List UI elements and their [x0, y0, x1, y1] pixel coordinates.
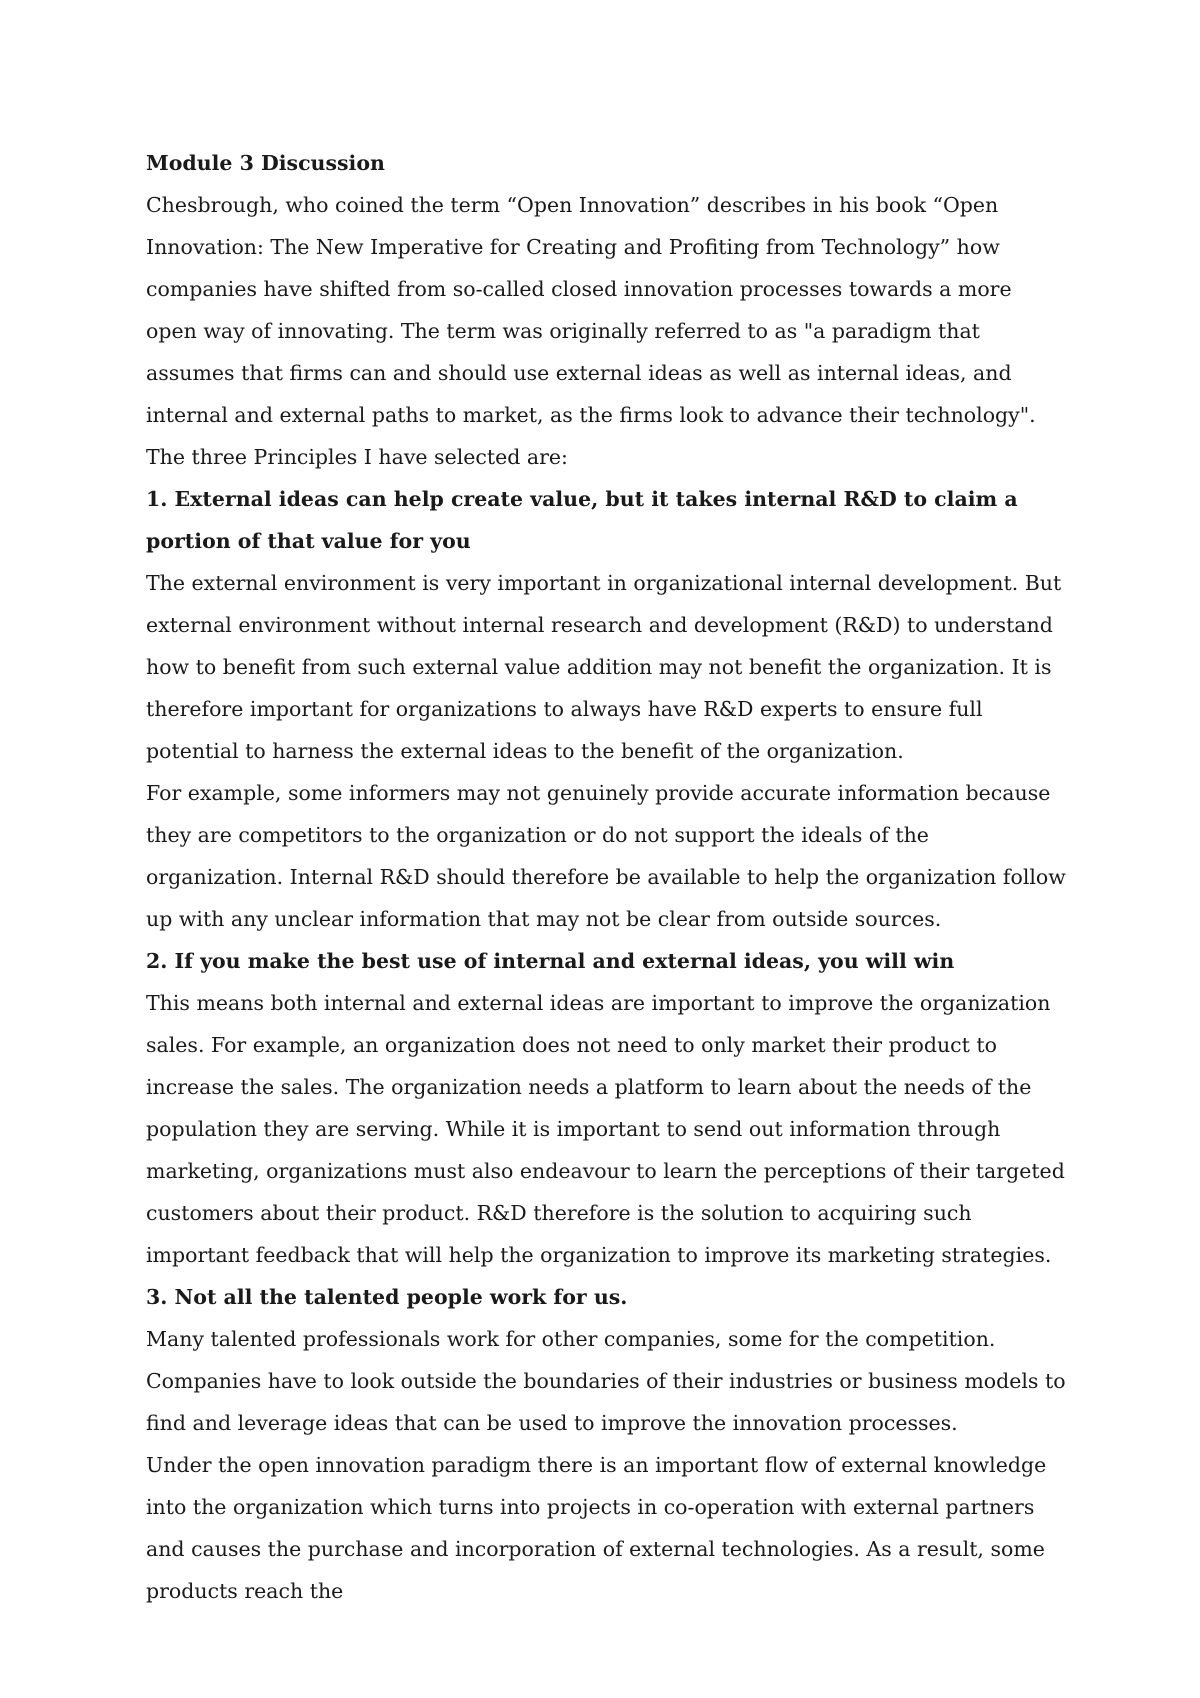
principle-1-paragraph: For example, some informers may not genuinely provide accurate information because they are competitors to the organization or do not support the ideals of the organization. Internal R&D should therefore be available to help the organization follow up with any unclear information that may not be clear from outside sources.	[146, 781, 1066, 931]
principles-intro: The three Principles I have selected are:	[146, 445, 568, 469]
principle-1-heading: 1. External ideas can help create value, but it takes internal R&D to claim a portion of that value for you	[146, 487, 1018, 553]
principle-3-paragraph: Under the open innovation paradigm there is an important flow of external knowledge into the organization which turns into projects in co-operation with external partners and causes the purchase and incorporation of external technologies. As a result, some products reach the	[146, 1453, 1047, 1603]
principle-3-paragraph: Many talented professionals work for other companies, some for the competition. Companies have to look outside the boundaries of their industries or business models to find and leverage ideas that can be used to improve the innovation processes.	[146, 1327, 1066, 1435]
document-title: Module 3 Discussion	[146, 151, 385, 175]
principle-3-heading: 3. Not all the talented people work for us.	[146, 1285, 628, 1309]
intro-paragraph: Chesbrough, who coined the term “Open Innovation” describes in his book “Open Innovation: The New Imperative for Creating and Profiting from Technology” how companies have shifted from so-called closed innovation processes towards a more open way of innovating. The term was originally referred to as "a paradigm that assumes that firms can and should use external ideas as well as internal ideas, and internal and external paths to market, as the firms look to advance their technology".	[146, 193, 1036, 427]
principle-2-heading: 2. If you make the best use of internal and external ideas, you will win	[146, 949, 955, 973]
document-body	[146, 142, 1066, 1612]
principle-1-paragraph: The external environment is very important in organizational internal development. But external environment without internal research and development (R&D) to understand how to benefit from such external value addition may not benefit the organization. It is therefore important for organizations to always have R&D experts to ensure full potential to harness the external ideas to the benefit of the organization.	[146, 571, 1062, 763]
principle-2-paragraph: This means both internal and external ideas are important to improve the organization sales. For example, an organization does not need to only market their product to increase the sales. The organization needs a platform to learn about the needs of the population they are serving. While it is important to send out information through marketing, organizations must also endeavour to learn the perceptions of their targeted customers about their product. R&D therefore is the solution to acquiring such important feedback that will help the organization to improve its marketing strategies.	[146, 991, 1065, 1267]
